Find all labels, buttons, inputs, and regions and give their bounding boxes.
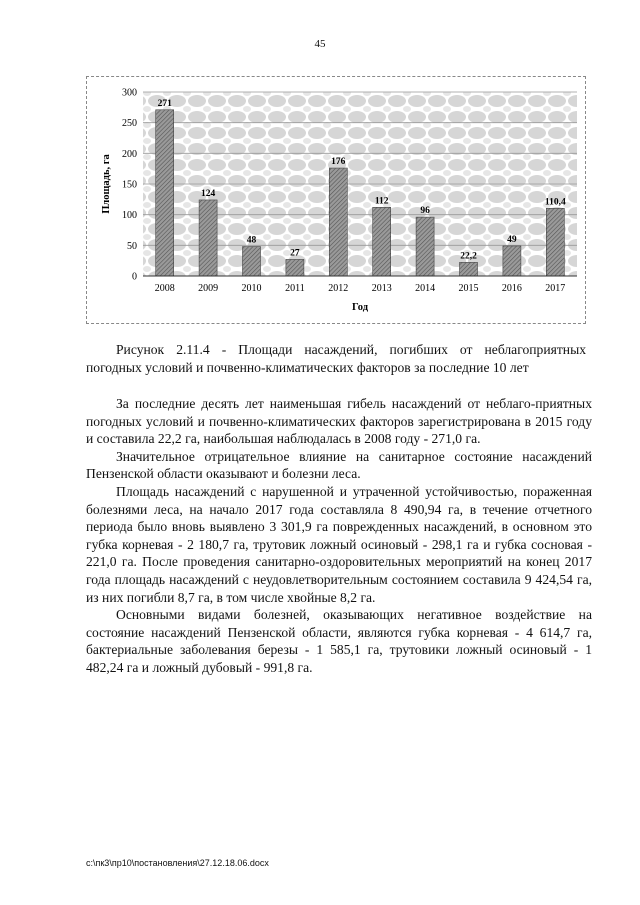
x-tick-label: 2012 [328,283,349,294]
data-label: 49 [507,234,517,245]
data-label: 271 [157,98,172,109]
bar-2010 [243,247,261,276]
y-tick-label: 200 [122,148,137,160]
y-tick-label: 0 [132,271,137,283]
x-tick-label: 2016 [501,283,522,294]
paragraph: Площадь насаждений с нарушенной и утраченной устойчивостью, пораженная болезнями леса, на начало 2017 года составляла 8 490,94 га, в течение отчетного периода было вновь выявлено 3 301,9 га поврежденных насаждений, в основном это губка корневая - 2 180,7 га, трутовик ложный осиновый - 298,1 га и губка сосновая - 221,0 га. После проведения санитарно-оздоровительных мероприятий на конец 2017 года площадь насаждений с неудовлетворительным состоянием составила 9 424,54 га, из них погибли 8,7 га, в том числе хвойные 8,2 га. [86,483,592,605]
y-tick-label: 50 [127,240,137,252]
paragraph: Основными видами болезней, оказывающих негативное воздействие на состояние насаждений Пензенской области, являются губка корневая - 4 614,7 га, бактериальные заболевания березы - 1 585,1 га, трутовики ложный осиновый - 1 482,24 га и ложный дубовый - 991,8 га. [86,607,592,675]
x-tick-label: 2010 [241,283,262,294]
x-tick-label: 2009 [198,283,219,294]
body-text [86,395,592,677]
caption-line-2: погодных условий и почвенно-климатических факторов за последние 10 лет [86,360,529,375]
bar-2015 [460,262,478,276]
caption-line-1: Рисунок 2.11.4 - Площади насаждений, погибших от неблагоприятных [116,342,586,357]
paragraph: За последние десять лет наименьшая гибель насаждений от неблаго-приятных погодных условий и почвенно-климатических факторов зарегистрирована в 2015 году и составила 22,2 га, наибольшая наблюдалась в 2008 году - 271,0 га. [86,396,592,447]
data-label: 48 [246,235,257,246]
y-tick-label: 100 [122,210,137,222]
data-label: 110,4 [544,197,566,208]
chart-svg [87,77,587,325]
x-tick-label: 2014 [415,283,436,294]
data-label: 96 [420,206,430,217]
x-axis-label: Год [351,302,369,313]
x-tick-label: 2013 [371,283,392,294]
bar-2014 [416,217,434,276]
y-tick-label: 300 [122,87,137,99]
bar-2011 [286,259,304,276]
data-label: 124 [200,188,216,199]
data-label: 22,2 [460,251,477,262]
data-label: 112 [374,196,389,207]
paragraph: Значительное отрицательное влияние на санитарное состояние насаждений Пензенской области оказывают и болезни леса. [86,448,592,482]
page-number: 45 [314,38,326,50]
bar-chart [86,76,586,324]
bar-2012 [329,168,347,276]
y-axis-label: Площадь, га [101,154,112,214]
y-tick-label: 250 [122,118,137,130]
bar-2016 [503,246,521,276]
x-tick-label: 2015 [458,283,479,294]
data-label: 176 [331,157,346,168]
figure-caption [86,341,586,377]
bar-2008 [156,110,174,276]
x-tick-label: 2017 [545,283,566,294]
x-tick-label: 2011 [285,283,305,294]
y-tick-label: 150 [122,179,137,191]
data-label: 27 [290,248,300,259]
x-tick-label: 2008 [154,283,175,294]
bar-2009 [199,200,217,276]
bar-2013 [373,207,391,276]
bar-2017 [546,208,564,276]
file-path-footer: c:\пк3\пр10\постановления\27.12.18.06.docx [86,858,269,868]
